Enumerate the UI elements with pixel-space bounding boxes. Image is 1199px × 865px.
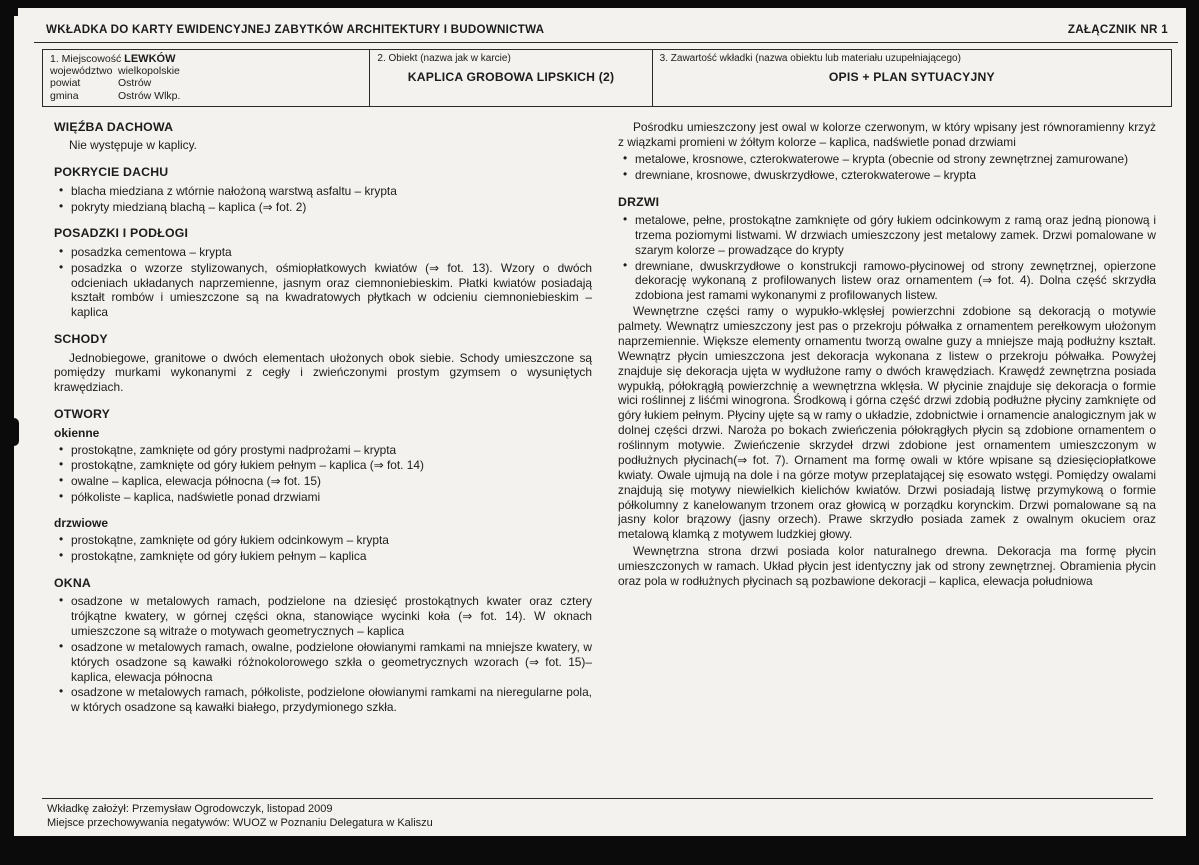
text-section: [54, 576, 592, 715]
text-section: [618, 195, 1156, 589]
info-table: [42, 49, 1172, 107]
bullet-item: • osadzone w metalowych ramach, półkoliste, podzielone ołowianymi ramkami na nieregularne pola, w których osadzone są kawałki białego, przydymionego szkła.: [54, 685, 592, 715]
scan-artifact: [12, 6, 18, 16]
document-body: [14, 107, 1186, 796]
section-heading: POSADZKI I PODŁOGI: [54, 226, 189, 241]
object-label: 2. Obiekt (nazwa jak w karcie): [377, 53, 511, 64]
text-section: [54, 226, 592, 320]
footer-divider: [42, 798, 1153, 799]
footer-negatives-line: Miejsce przechowywania negatywów: WUOZ w Poznaniu Delegatura w Kaliszu: [47, 816, 433, 829]
detail-value: Ostrów Wlkp.: [118, 89, 181, 102]
contents-label: 3. Zawartość wkładki (nazwa obiektu lub materiału uzupełniającego): [659, 53, 961, 64]
bullet-item: • osadzone w metalowych ramach, owalne, podzielone ołowianymi ramkami na mniejsze kwatery, w których osadzone są kawałki różnokolorowego szkła o geometrycznych wzorach (⇒ fot. 15)– kaplica, elewacja północna: [54, 640, 592, 685]
paragraph: Nie występuje w kaplicy.: [69, 138, 197, 153]
bullet-item: • prostokątne, zamknięte od góry łukiem odcinkowym – krypta: [54, 533, 592, 548]
detail-label: gmina: [50, 89, 79, 102]
text-section: [618, 120, 1156, 183]
header-divider: [34, 42, 1178, 43]
footer-author-line: Wkładkę założył: Przemysław Ogrodowczyk, listopad 2009: [47, 802, 333, 815]
sub-heading: drzwiowe: [54, 516, 109, 531]
sub-heading: okienne: [54, 425, 100, 440]
section-heading: OKNA: [54, 575, 92, 590]
document-footer: [42, 798, 1153, 830]
info-table-row: [43, 50, 1172, 107]
contents-value: OPIS + PLAN SYTUACYJNY: [828, 70, 995, 84]
bullet-item: • prostokątne, zamknięte od góry łukiem pełnym – kaplica: [54, 549, 592, 564]
detail-label: powiat: [50, 77, 81, 90]
locality-detail-row: [50, 90, 362, 102]
bullet-item: • blacha miedziana z wtórnie nałożoną warstwą asfaltu – krypta: [54, 184, 592, 199]
document-page: [14, 8, 1186, 836]
detail-label: województwo: [50, 65, 113, 77]
paragraph: Pośrodku umieszczony jest owal w kolorze czerwonym, w który wpisany jest równoramienny krzyż z wiązkami promieni w żółtym kolorze – kaplica, nadświetle ponad drzwiami: [618, 120, 1156, 149]
object-value: KAPLICA GROBOWA LIPSKICH (2): [407, 70, 615, 84]
locality-label: 1. Miejscowość: [50, 53, 122, 65]
locality-cell: [43, 50, 370, 107]
bullet-item: • drewniane, krosnowe, dwuskrzydłowe, czterokwaterowe – krypta: [618, 168, 1156, 183]
bullet-item: • prostokątne, zamknięte od góry łukiem pełnym – kaplica (⇒ fot. 14): [54, 458, 592, 473]
scan-artifact: [12, 418, 19, 446]
detail-value: wielkopolskie: [118, 65, 180, 77]
text-section: [54, 407, 592, 564]
locality-details: [50, 65, 362, 102]
bullet-item: • posadzka o wzorze stylizowanych, ośmiopłatkowych kwiatów (⇒ fot. 13). Wzory o dwóch odcieniach układanych naprzemienne, jasnym oraz ciemnoniebieskim. Płatki kwiatów posiadają kształt rombów i umieszczone są na kwadratowych płytkach w odcieniu ciemnoniebieskim – kaplica: [54, 261, 592, 321]
bullet-item: • metalowe, pełne, prostokątne zamknięte od góry łukiem odcinkowym z ramą oraz jedną pionową i trzema poziomymi listwami. W drzwiach umieszczony jest metalowy zamek. Drzwi pomalowane w szarym kolorze – prowadzące do krypty: [618, 213, 1156, 258]
locality-detail-row: [50, 77, 362, 89]
document-header: [14, 8, 1186, 41]
right-column: [618, 120, 1156, 796]
section-heading: POKRYCIE DACHU: [54, 165, 169, 180]
annex-label: ZAŁĄCZNIK NR 1: [1067, 23, 1168, 36]
section-heading: OTWORY: [54, 407, 111, 422]
detail-value: Ostrów: [118, 77, 152, 90]
bullet-item: • prostokątne, zamknięte od góry prostymi nadprożami – krypta: [54, 443, 592, 458]
section-heading: WIĘŹBA DACHOWA: [54, 120, 174, 135]
paragraph: Wewnętrzna strona drzwi posiada kolor naturalnego drewna. Dekoracja ma formę płycin umieszczonych w ramach. Układ płycin jest identyczny jak od strony zewnętrznej. Obramienia płycin oraz pola w rodłużnych płycinach są pozbawione dekoracji – kaplica, elewacja południowa: [618, 544, 1156, 588]
document-title: WKŁADKA DO KARTY EWIDENCYJNEJ ZABYTKÓW ARCHITEKTURY I BUDOWNICTWA: [46, 23, 545, 36]
bullet-item: • pokryty miedzianą blachą – kaplica (⇒ fot. 2): [54, 200, 592, 215]
contents-cell: [652, 50, 1171, 107]
bullet-item: • półkoliste – kaplica, nadświetle ponad drzwiami: [54, 490, 592, 505]
bullet-item: • posadzka cementowa – krypta: [54, 245, 592, 260]
paragraph: Wewnętrzne części ramy o wypukło-wklęsłej powierzchni zdobione są dekoracją o motywie palmety. Wewnątrz umieszczony jest pas o przekroju półwałka z ornamentem perełkowym ułożonym naprzemiennie. Większe elementy ornamentu tworzą owalne guzy a mniejsze mają podłużny kształt. Wewnątrz płycin umieszczona jest dekoracja wykonana z listew o przekroju półwałka. Powyżej znajduje się dekoracja ujęta w wydłużone ramy o dwóch krawędziach. Krawędź zewnętrzna posiada wypukłą, półokrągłą powierzchnię a wewnętrzna wklęsła. W płycinie znajduje się dekoracja o formie wici roślinnej z liśćmi winogrona. Środkową i górna część drzwi zdobią podłużne płyciny zamknięte od góry łukiem pełnym. Płyciny ujęte są w ramy o układzie, zdobnictwie i ornamencie analogicznym jak w dolnej części drzwi. Naroża po bokach zwieńczenia półokrągłych płycin są zdobione ornamentem o roślinnym motywie. Zwieńczenie skrzydeł drzwi zdobione jest ornamentem umieszczonym w podłużnych płycinach(⇒ fot. 7). Ornament ma formę owali w które wpisane są dziesięciopłatkowe kwiaty. Owale ujmują na dole i na górze motyw przeplatającej się esowato wstęgi. Pomiędzy owalami znajdują się motywy niewielkich kielichów kwiatów. Drzwi posiadają listwę przymykową o formie półkolumny z kanelowanym trzonem oraz głowicą w porządku korynckim. Drzwi pomalowane są na jasny kolor brązowy (jasny orzech). Prawe skrzydło posiada zamek z owalnym okuciem oraz metalową klamką z motywem ludzkiej głowy.: [618, 304, 1156, 542]
bullet-item: • metalowe, krosnowe, czterokwaterowe – krypta (obecnie od strony zewnętrznej zamurowane): [618, 152, 1156, 167]
text-section: [54, 332, 592, 395]
text-section: [54, 165, 592, 214]
section-heading: SCHODY: [54, 332, 108, 347]
locality-detail-row: [50, 65, 362, 77]
text-section: [54, 120, 592, 153]
locality-line: [50, 53, 362, 65]
section-heading: DRZWI: [618, 194, 660, 209]
locality-value: LEWKÓW: [124, 53, 176, 65]
left-column: [54, 120, 592, 796]
bullet-item: • osadzone w metalowych ramach, podzielone na dziesięć prostokątnych kwater oraz cztery trójkątne kwatery, w górnej części okna, stanowiące wycinki koła (⇒ fot. 14). W oknach umieszczone są witraże o motywach geometrycznych – kaplica: [54, 594, 592, 639]
bullet-item: • owalne – kaplica, elewacja północna (⇒ fot. 15): [54, 474, 592, 489]
bullet-item: • drewniane, dwuskrzydłowe o konstrukcji ramowo-płycinowej od strony zewnętrznej, opierzone dekorację wykonaną z profilowanych listew oraz ornamentem (⇒ fot. 4). Dolna część skrzydła zdobiona jest ramami wykonanymi z profilowanych listew.: [618, 259, 1156, 304]
object-cell: [370, 50, 652, 107]
paragraph: Jednobiegowe, granitowe o dwóch elementach ułożonych obok siebie. Schody umieszczone są pomiędzy murkami wykonanymi z cegły i zwieńczonymi prostym gzymsem o wysuniętych krawędziach.: [54, 350, 592, 395]
